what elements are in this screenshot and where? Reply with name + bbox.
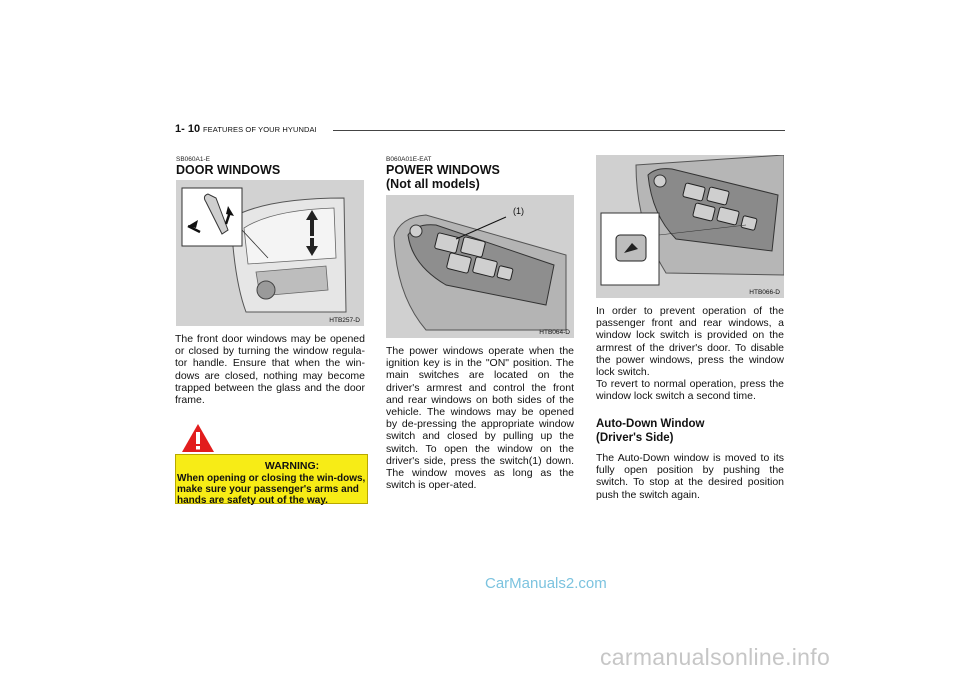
power-window-switch-image xyxy=(386,195,574,338)
auto-down-heading: Auto-Down Window xyxy=(596,418,705,430)
power-windows-code: B060A01E-EAT xyxy=(386,156,432,163)
door-windows-heading: DOOR WINDOWS xyxy=(176,163,281,177)
window-lock-image-caption: HTB066-D xyxy=(749,289,780,296)
power-windows-image-caption: HTB064-D xyxy=(539,329,570,336)
switch-callout-label: (1) xyxy=(513,206,524,216)
carmanualsonline-watermark[interactable]: carmanualsonline.info xyxy=(600,644,831,670)
auto-down-subheading: (Driver's Side) xyxy=(596,432,674,444)
door-windows-image-caption: HTB257-D xyxy=(329,317,360,324)
door-windows-code: SB060A1-E xyxy=(176,156,210,163)
warning-text: When opening or closing the win-dows, make sure your passenger's arms and hands are safety out of the way. xyxy=(177,473,366,507)
header-rule xyxy=(333,130,785,131)
warning-box xyxy=(175,454,368,507)
window-lock-paragraph: In order to prevent operation of the passenger front and rear windows, a window lock switch is provided on the armrest of the driver's door. To disable the power windows, press the window lock switch. xyxy=(596,305,784,379)
power-windows-subheading: (Not all models) xyxy=(386,177,480,191)
door-windows-body: The front door windows may be opened or closed by turning the window regula-tor handle. Ensure that when the win-dows are closed, nothing may become trapped between the glass and the door frame. xyxy=(175,333,365,407)
power-windows-body: The power windows operate when the ignition key is in the "ON" position. The main switches are located on the driver's armrest and control the front and rear windows on both sides of the vehicle. The windows may be opened by de-pressing the appropriate window switch and closed by pulling up the switch. To open the window on the driver's side, press the switch(1) down. The window moves as long as the switch is oper-ated. xyxy=(386,345,574,492)
door-window-image xyxy=(176,180,364,326)
window-lock-revert-paragraph: To revert to normal operation, press the window lock switch a second time. xyxy=(596,378,784,403)
warning-icon xyxy=(181,423,215,458)
power-windows-heading: POWER WINDOWS xyxy=(386,163,500,177)
window-lock-body xyxy=(596,305,784,403)
window-lock-switch-image xyxy=(596,155,784,298)
auto-down-body: The Auto-Down window is moved to its fully open position by pushing the switch. To stop at the desired position push the switch again. xyxy=(596,452,784,501)
page-number: 1- 10 xyxy=(175,123,201,135)
section-title: FEATURES OF YOUR HYUNDAI xyxy=(203,125,317,134)
carmanuals-watermark[interactable]: CarManuals2.com xyxy=(485,575,607,592)
warning-title: WARNING: xyxy=(264,460,320,472)
